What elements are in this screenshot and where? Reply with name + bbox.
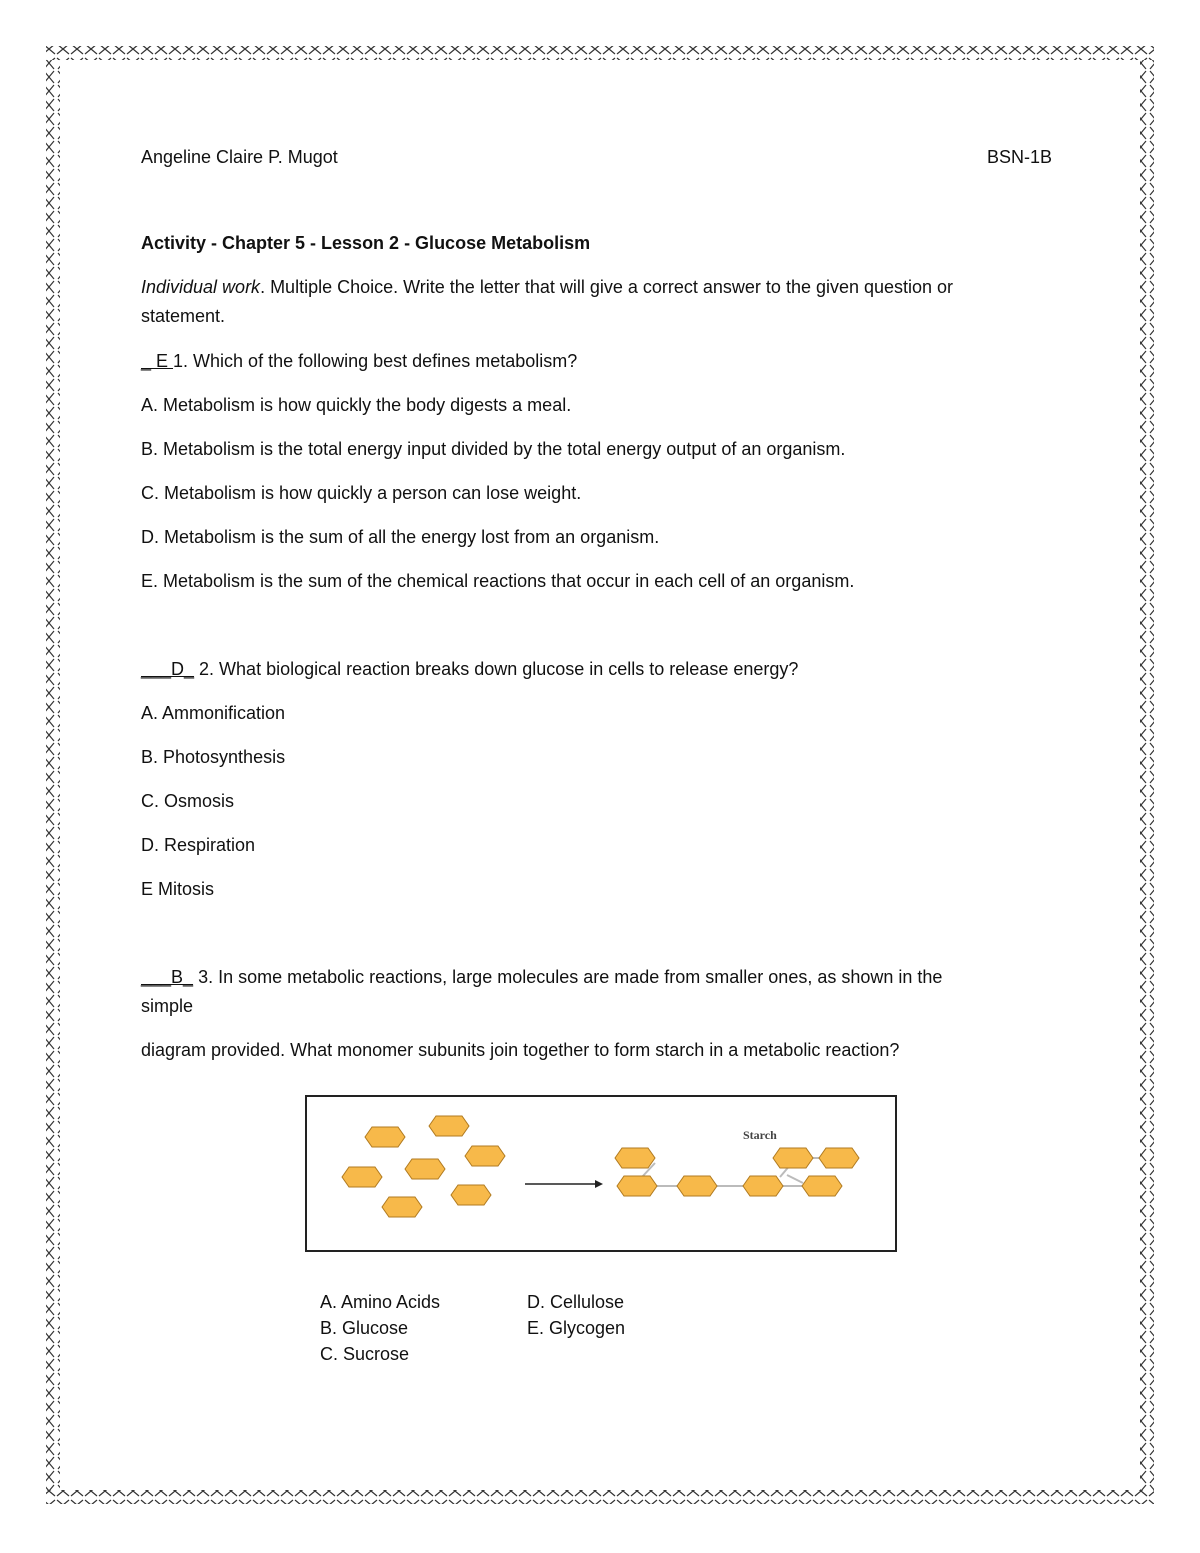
glucose-hexagons xyxy=(342,1116,859,1217)
q1-option-c: C. Metabolism is how quickly a person can lose weight. xyxy=(141,483,582,503)
q1-option-d: D. Metabolism is the sum of all the energy lost from an organism. xyxy=(141,527,660,547)
q3-option-c: C. Sucrose xyxy=(320,1344,410,1364)
q3-option-b: B. Glucose xyxy=(320,1318,409,1338)
section-label: BSN-1B xyxy=(986,147,1052,167)
starch-unit-hexagon-icon xyxy=(617,1176,657,1196)
q1-option-b: B. Metabolism is the total energy input divided by the total energy output of an organism. xyxy=(141,439,846,459)
glucose-monomer-hexagon-icon xyxy=(405,1159,445,1179)
question-3-prompt: 3. In some metabolic reactions, large molecules are made from smaller ones, as shown in the xyxy=(193,967,943,987)
q3-option-a: A. Amino Acids xyxy=(320,1292,441,1312)
q1-option-e: E. Metabolism is the sum of the chemical reactions that occur in each cell of an organism. xyxy=(141,571,855,591)
question-3 xyxy=(141,966,942,988)
question-2 xyxy=(141,658,798,680)
glucose-monomer-hexagon-icon xyxy=(451,1185,491,1205)
q2-option-e: E Mitosis xyxy=(141,879,215,899)
glucose-monomer-hexagon-icon xyxy=(365,1127,405,1147)
starch-diagram-svg xyxy=(307,1097,895,1250)
question-2-prompt: 2. What biological reaction breaks down glucose in cells to release energy? xyxy=(194,659,799,679)
q2-option-a: A. Ammonification xyxy=(141,703,286,723)
student-name: Angeline Claire P. Mugot xyxy=(141,147,338,167)
answer-blank-1: _ E xyxy=(141,351,174,371)
instructions-rest: . Multiple Choice. Write the letter that will give a correct answer to the given question or xyxy=(260,277,954,297)
question-1-prompt: 1. Which of the following best defines metabolism? xyxy=(173,351,578,371)
starch-unit-hexagon-icon xyxy=(743,1176,783,1196)
question-3-line-2: simple xyxy=(141,996,194,1016)
answer-blank-3: ___B_ xyxy=(141,967,194,987)
starch-unit-hexagon-icon xyxy=(819,1148,859,1168)
activity-title: Activity - Chapter 5 - Lesson 2 - Glucose Metabolism xyxy=(141,233,591,253)
instructions-italic: Individual work xyxy=(141,277,261,297)
starch-unit-hexagon-icon xyxy=(802,1176,842,1196)
starch-unit-hexagon-icon xyxy=(615,1148,655,1168)
instructions-line-1 xyxy=(141,276,953,298)
glucose-monomer-hexagon-icon xyxy=(382,1197,422,1217)
q1-option-a: A. Metabolism is how quickly the body digests a meal. xyxy=(141,395,572,415)
starch-diagram xyxy=(305,1095,897,1252)
glucose-monomer-hexagon-icon xyxy=(429,1116,469,1136)
starch-label: Starch xyxy=(743,1128,777,1142)
starch-unit-hexagon-icon xyxy=(773,1148,813,1168)
answer-blank-2: ___D_ xyxy=(141,659,195,679)
question-1 xyxy=(141,350,577,372)
q2-option-c: C. Osmosis xyxy=(141,791,235,811)
question-3-line-3: diagram provided. What monomer subunits join together to form starch in a metabolic reaction? xyxy=(141,1040,900,1060)
q2-option-d: D. Respiration xyxy=(141,835,256,855)
q2-option-b: B. Photosynthesis xyxy=(141,747,286,767)
starch-unit-hexagon-icon xyxy=(677,1176,717,1196)
glucose-monomer-hexagon-icon xyxy=(465,1146,505,1166)
reaction-arrow-icon xyxy=(525,1180,603,1188)
q3-option-d: D. Cellulose xyxy=(527,1292,625,1312)
glucose-monomer-hexagon-icon xyxy=(342,1167,382,1187)
instructions-line-2: statement. xyxy=(141,306,226,326)
q3-option-e: E. Glycogen xyxy=(527,1318,626,1338)
